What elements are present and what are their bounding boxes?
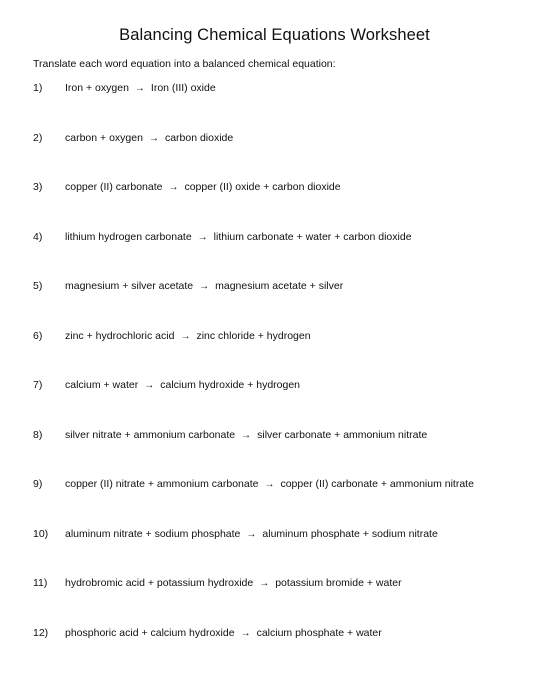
problem-number: 2) — [33, 132, 43, 144]
arrow-icon: → — [197, 232, 208, 243]
problem-number: 1) — [33, 82, 43, 94]
products: magnesium acetate + silver — [215, 280, 344, 292]
word-equation — [65, 625, 382, 642]
reactants: silver nitrate + ammonium carbonate — [65, 429, 236, 441]
word-equation — [65, 476, 474, 493]
arrow-icon: → — [246, 529, 257, 540]
reactants: calcium + water — [65, 379, 139, 391]
problem-item — [0, 80, 549, 96]
problem-number: 3) — [33, 181, 43, 193]
arrow-icon: → — [180, 331, 191, 342]
arrow-icon: → — [144, 380, 155, 391]
reactants: carbon + oxygen — [65, 132, 143, 144]
word-equation — [65, 179, 341, 196]
problem-number: 8) — [33, 429, 43, 441]
products: carbon dioxide — [164, 132, 234, 144]
arrow-icon: → — [199, 281, 210, 292]
problem-number: 4) — [33, 231, 43, 243]
arrow-icon: → — [259, 578, 270, 589]
word-equation — [65, 278, 343, 295]
word-equation — [65, 526, 438, 543]
word-equation — [65, 80, 216, 97]
arrow-icon: → — [241, 430, 252, 441]
problem-item — [0, 328, 549, 344]
products: copper (II) carbonate + ammonium nitrate — [280, 478, 474, 490]
reactants: aluminum nitrate + sodium phosphate — [65, 528, 241, 540]
instructions-text: Translate each word equation into a balanced chemical equation: — [33, 58, 336, 70]
problem-item — [0, 278, 549, 294]
arrow-icon: → — [148, 133, 159, 144]
reactants: copper (II) carbonate — [65, 181, 163, 193]
problem-number: 10) — [33, 528, 49, 540]
reactants: hydrobromic acid + potassium hydroxide — [65, 577, 254, 589]
word-equation — [65, 328, 311, 345]
problem-number: 12) — [33, 627, 49, 639]
arrow-icon: → — [134, 83, 145, 94]
problem-number: 6) — [33, 330, 43, 342]
word-equation — [65, 377, 300, 394]
products: zinc chloride + hydrogen — [196, 330, 311, 342]
products: calcium phosphate + water — [256, 627, 382, 639]
word-equation — [65, 130, 233, 147]
reactants: magnesium + silver acetate — [65, 280, 194, 292]
page-title: Balancing Chemical Equations Worksheet — [119, 26, 430, 44]
products: Iron (III) oxide — [150, 82, 216, 94]
problem-number: 7) — [33, 379, 43, 391]
problem-number: 9) — [33, 478, 43, 490]
problem-item — [0, 427, 549, 443]
word-equation — [65, 427, 427, 444]
problem-item — [0, 130, 549, 146]
arrow-icon: → — [168, 182, 179, 193]
arrow-icon: → — [264, 479, 275, 490]
reactants: lithium hydrogen carbonate — [65, 231, 192, 243]
reactants: phosphoric acid + calcium hydroxide — [65, 627, 235, 639]
problem-item — [0, 526, 549, 542]
products: silver carbonate + ammonium nitrate — [257, 429, 428, 441]
problem-item — [0, 575, 549, 591]
problem-number: 5) — [33, 280, 43, 292]
problem-item — [0, 625, 549, 641]
reactants: zinc + hydrochloric acid — [65, 330, 175, 342]
products: lithium carbonate + water + carbon dioxide — [213, 231, 412, 243]
problem-number: 11) — [33, 577, 48, 589]
problem-item — [0, 179, 549, 195]
word-equation — [65, 575, 402, 592]
products: potassium bromide + water — [275, 577, 402, 589]
reactants: copper (II) nitrate + ammonium carbonate — [65, 478, 259, 490]
products: calcium hydroxide + hydrogen — [160, 379, 301, 391]
products: aluminum phosphate + sodium nitrate — [262, 528, 438, 540]
products: copper (II) oxide + carbon dioxide — [184, 181, 341, 193]
reactants: Iron + oxygen — [65, 82, 129, 94]
problem-item — [0, 377, 549, 393]
arrow-icon: → — [240, 628, 251, 639]
problem-item — [0, 476, 549, 492]
problem-item — [0, 229, 549, 245]
word-equation — [65, 229, 412, 246]
